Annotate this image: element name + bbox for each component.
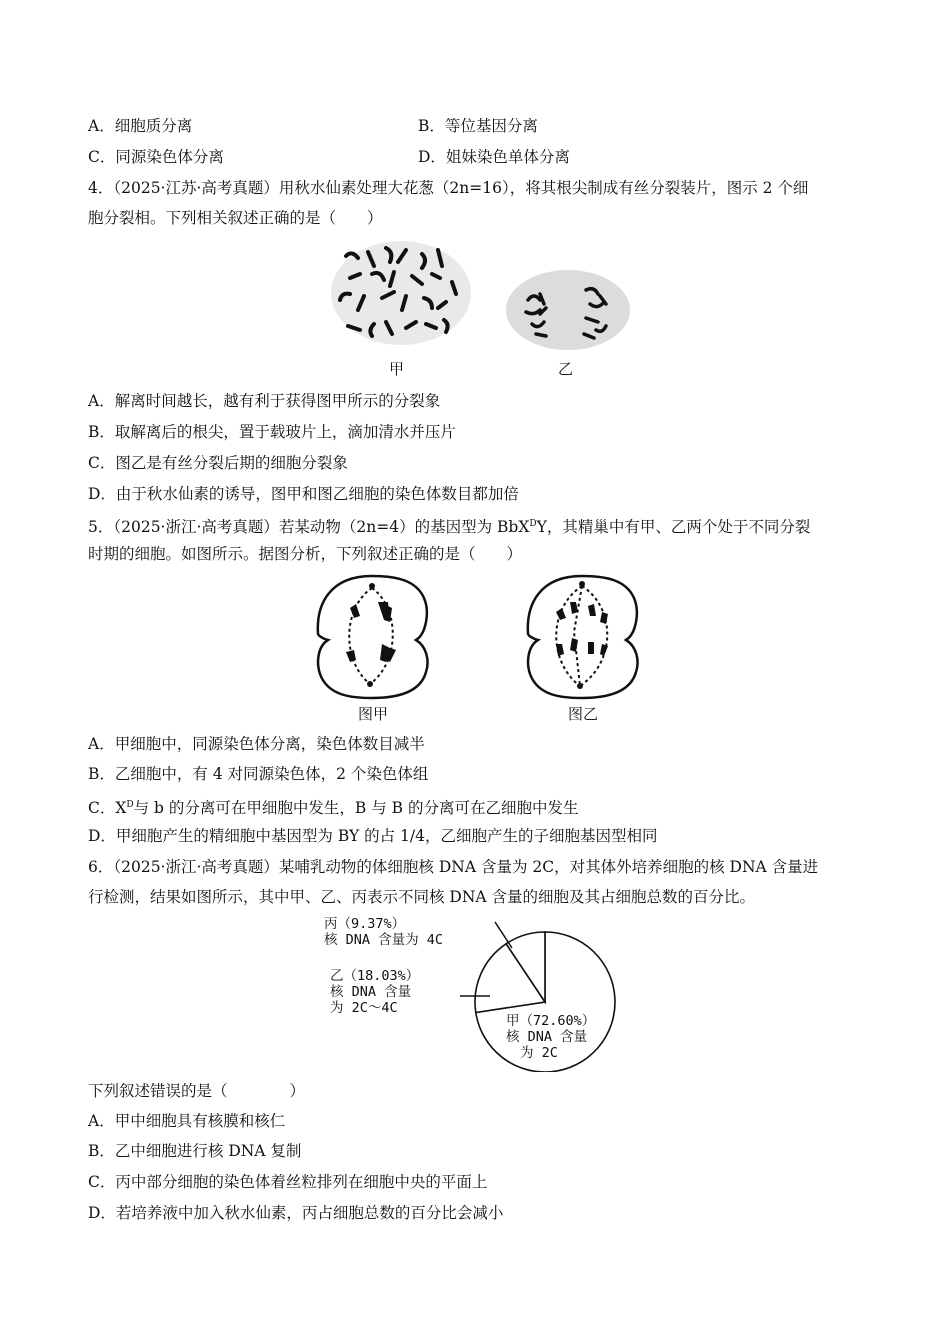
pie-label-jia-2: 核 DNA 含量 — [506, 1029, 588, 1045]
q5-fig-label-yi: 图乙 — [568, 705, 599, 723]
q4-fig-label-yi: 乙 — [558, 360, 574, 378]
q4-stem-line2: 胞分裂相。下列相关叙述正确的是（ ） — [88, 209, 383, 227]
q5-option-c-post: 与 b 的分离可在甲细胞中发生，B 与 B 的分离可在乙细胞中发生 — [133, 799, 579, 817]
q5-fig-label-jia: 图甲 — [358, 705, 389, 723]
pie-label-yi-3: 为 2C～4C — [330, 1000, 398, 1016]
q3-option-c: C．同源染色体分离 — [88, 148, 224, 166]
q4-stem-line1: 4．（2025·江苏·高考真题）用秋水仙素处理大花葱（2n=16），将其根尖制成有丝分裂装片，图示 2 个细 — [88, 179, 809, 197]
q5-option-c-pre: C．X — [88, 799, 127, 817]
pie-label-bing-2: 核 DNA 含量为 4C — [324, 932, 444, 948]
cell-yi-chromosomes — [556, 602, 608, 656]
leader-bing — [495, 922, 512, 948]
pie-label-jia-1: 甲（72.60%） — [506, 1013, 596, 1029]
q4-option-a: A．解离时间越长，越有利于获得图甲所示的分裂象 — [88, 392, 441, 410]
pie-label-yi-1: 乙（18.03%） — [330, 968, 420, 984]
q5-cell-division-figure — [312, 572, 642, 702]
q5-stem-sup: D — [529, 519, 537, 529]
q5-option-c — [88, 794, 578, 819]
q6-option-c: C．丙中部分细胞的染色体着丝粒排列在细胞中央的平面上 — [88, 1173, 488, 1191]
q6-stem-line1: 6．（2025·浙江·高考真题）某哺乳动物的体细胞核 DNA 含量为 2C，对其体外培养细胞的核 DNA 含量进 — [88, 858, 819, 876]
q6-question: 下列叙述错误的是（ ） — [88, 1082, 306, 1100]
pie-label-yi-2: 核 DNA 含量 — [330, 984, 412, 1000]
q4-option-b: B．取解离后的根尖，置于载玻片上，滴加清水并压片 — [88, 423, 456, 441]
q5-stem-line1 — [88, 513, 810, 538]
pie-label-jia-3: 为 2C — [520, 1045, 558, 1061]
q4-option-c: C．图乙是有丝分裂后期的细胞分裂象 — [88, 454, 348, 472]
q6-option-a: A．甲中细胞具有核膜和核仁 — [88, 1112, 286, 1130]
q5-stem-line2: 时期的细胞。如图所示。据图分析，下列叙述正确的是（ ） — [88, 545, 523, 563]
q5-stem-pre: 5．（2025·浙江·高考真题）若某动物（2n=4）的基因型为 BbX — [88, 518, 530, 536]
q4-fig-label-jia: 甲 — [389, 360, 405, 378]
cell-yi-outline — [528, 576, 638, 698]
q6-option-d: D．若培养液中加入秋水仙素，丙占细胞总数的百分比会减小 — [88, 1204, 504, 1222]
q6-option-b: B．乙中细胞进行核 DNA 复制 — [88, 1142, 302, 1160]
q3-option-b: B．等位基因分离 — [418, 117, 538, 135]
q5-stem-post: Y，其精巢中有甲、乙两个处于不同分裂 — [536, 518, 811, 536]
q5-option-b: B．乙细胞中，有 4 对同源染色体，2 个染色体组 — [88, 765, 429, 783]
pie-label-bing-1: 丙（9.37%） — [324, 916, 406, 932]
q3-option-a: A．细胞质分离 — [88, 117, 193, 135]
q4-micrograph-figure — [328, 238, 638, 358]
cell-yi-background — [506, 270, 630, 350]
q6-stem-line2: 行检测，结果如图所示，其中甲、乙、丙表示不同核 DNA 含量的细胞及其占细胞总数的百分比。 — [88, 888, 756, 906]
cell-jia-outline — [318, 576, 428, 698]
q5-option-d: D．甲细胞产生的精细胞中基因型为 BY 的占 1/4，乙细胞产生的子细胞基因型相同 — [88, 827, 658, 845]
cell-jia-chromosomes — [346, 602, 396, 662]
q5-option-a: A．甲细胞中，同源染色体分离，染色体数目减半 — [88, 735, 425, 753]
q4-option-d: D．由于秋水仙素的诱导，图甲和图乙细胞的染色体数目都加倍 — [88, 485, 519, 503]
q3-option-d: D．姐妹染色单体分离 — [418, 148, 570, 166]
q5-option-c-sup: D — [126, 800, 134, 810]
